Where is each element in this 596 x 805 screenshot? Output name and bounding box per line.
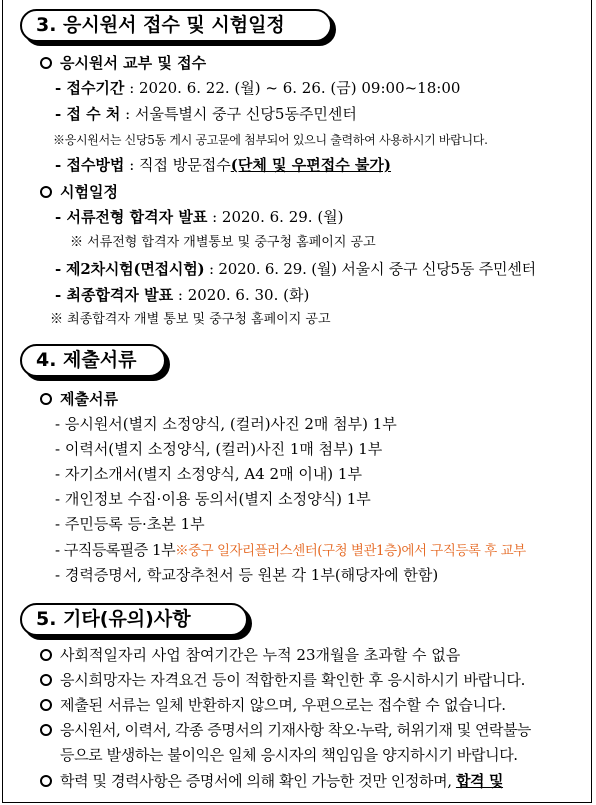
doc-result-value: : 2020. 6. 29. (월) [207,208,344,226]
section-3-title: 3. 응시원서 접수 및 시험일정 [36,14,285,36]
job-prefix: - 구직등록필증 1부 [55,541,176,559]
s5-item4-line1: 응시원서, 이력서, 각종 증명서의 기재사항 착오·누락, 허위기재 및 연락불능 [60,721,531,739]
s3-sub1-text: 응시원서 교부 및 접수 [60,54,207,72]
s5-item [40,771,503,791]
s3-place [55,104,357,124]
s3-sub2-text: 시험일정 [60,183,118,201]
s3-period [55,78,460,98]
final-value: : 2020. 6. 30. (화) [173,286,310,304]
s3-note2: ※ 서류전형 합격자 개별통보 및 중구청 홈페이지 공고 [70,235,376,250]
s3-sub-application [40,53,206,73]
s3-method [55,155,391,175]
s5-item [40,695,506,715]
s5-item [40,720,531,740]
s3-final [55,285,309,305]
circle-bullet-icon [40,724,52,736]
s5-item5-text: 학력 및 경력사항은 증명서에 의해 확인 가능한 것만 인정하며, [60,772,456,790]
section-4-title: 4. 제출서류 [36,349,137,371]
section-5-title: 5. 기타(유의)사항 [36,608,191,630]
s5-item-text: 사회적일자리 사업 참여기간은 누적 23개월을 초과할 수 없음 [60,646,461,664]
s3-interview [55,259,536,279]
s5-item-text: 응시희망자는 자격요건 등이 적합한지를 확인한 후 응시하시기 바랍니다. [60,671,526,689]
place-label: - 접 수 처 [55,105,121,123]
circle-bullet-icon [40,674,52,686]
method-value: : 직접 방문접수 [124,156,231,174]
s4-item: - 자기소개서(별지 소정양식, A4 2매 이내) 1부 [55,465,362,483]
s4-sub-text: 제출서류 [60,390,118,408]
s3-note1: ※응시원서는 신당5동 게시 공고문에 첨부되어 있으니 출력하여 사용하시기 바랍니다. [53,133,488,147]
method-emphasis: (단체 및 우편접수 불가) [230,156,392,174]
s4-item: - 개인정보 수집·이용 동의서(별지 소정양식) 1부 [55,490,371,508]
period-value: : 2020. 6. 22. (월) ~ 6. 26. (금) 09:00~18:00 [124,79,461,97]
s4-sub [40,389,118,409]
s5-item [40,670,525,690]
circle-bullet-icon [40,393,52,405]
s4-item: - 이력서(별지 소정양식, (컬러)사진 1매 첨부) 1부 [55,440,383,458]
circle-bullet-icon [40,775,52,787]
s4-item: - 주민등록 등·초본 1부 [55,515,205,533]
circle-bullet-icon [40,186,52,198]
place-value: : 서울특별시 중구 신당5동주민센터 [120,105,357,123]
s3-note3: ※ 최종합격자 개별 통보 및 중구청 홈페이지 공고 [50,312,331,327]
s5-item5-emphasis: 합격 및 [455,772,504,790]
circle-bullet-icon [40,57,52,69]
interview-label: - 제2차시험(면접시험) [55,260,205,278]
s5-item [40,645,460,665]
s3-sub-schedule [40,182,118,202]
s5-item-cont: 등으로 발생하는 불이익은 일체 응시자의 책임임을 양지하시기 바랍니다. [60,746,518,764]
doc-result-label: - 서류전형 합격자 발표 [55,208,208,226]
s5-item-text: 제출된 서류는 일체 반환하지 않으며, 우편으로는 접수할 수 없습니다. [60,696,506,714]
final-label: - 최종합격자 발표 [55,286,174,304]
s4-item: - 응시원서(별지 소정양식, (컬러)사진 2매 첨부) 1부 [55,415,397,433]
job-note: ※중구 일자리플러스센터(구청 별관1층)에서 구직등록 후 교부 [175,543,526,559]
circle-bullet-icon [40,649,52,661]
circle-bullet-icon [40,699,52,711]
section-3-heading [20,9,332,42]
method-label: - 접수방법 [55,156,125,174]
period-label: - 접수기간 [55,79,125,97]
s3-doc-result [55,207,344,227]
s4-item: - 경력증명서, 학교장추천서 등 원본 각 1부(해당자에 한함) [55,566,439,584]
interview-value: : 2020. 6. 29. (월) 서울시 중구 신당5동 주민센터 [204,260,536,278]
section-5-heading [20,603,248,636]
section-4-heading [20,344,166,377]
s4-job-item [55,540,526,561]
